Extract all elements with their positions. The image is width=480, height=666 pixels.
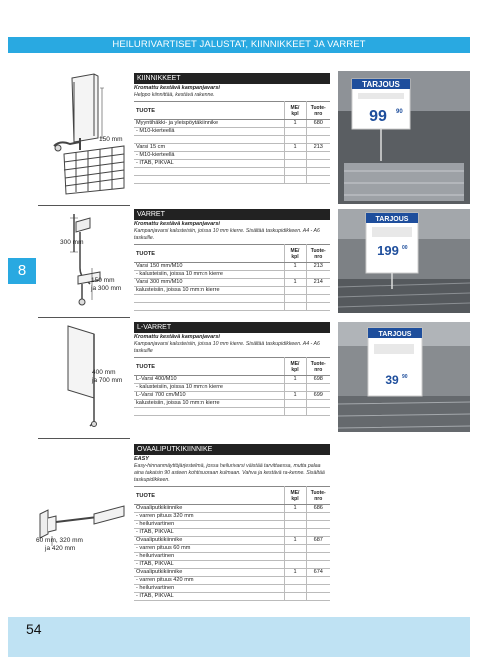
cell-product: - varren pituus 420 mm [134,577,284,585]
table-row [134,561,330,569]
cell-unit [284,384,306,392]
table-row [134,136,330,144]
cell-product-number [306,287,330,295]
sign-brand-text: TARJOUS [362,80,400,89]
sign-brand-text: TARJOUS [375,216,409,223]
cell-product-number: 687 [306,537,330,545]
cell-unit: 1 [284,279,306,287]
section-divider [38,317,130,318]
cell-unit: 1 [284,376,306,384]
cell-unit [284,128,306,136]
section-description: Kampanjavarsi kalusteisiin, joissa 10 mm kierre. Sisältää taskupidikkeen. A4 - A6 taskuille [134,341,320,354]
product-photo [338,71,470,204]
cell-product-number [306,303,330,311]
cell-product-number: 698 [306,376,330,384]
cell-product: Ovaaliputkikiinnike [134,537,284,545]
dimension-label: ja 300 mm [91,285,122,292]
cell-product: - heilurivartinen [134,585,284,593]
dimension-label: ja 420 mm [45,545,76,552]
cell-product: Varsi 300 mm/M10 [134,279,284,287]
cell-product [134,168,284,176]
cell-product [134,176,284,184]
cell-product: - kalusteisiin, joissa 10 mm:n kierre [134,271,284,279]
dimension-label: 400 mm [92,369,116,376]
sign-cents-text: 90 [402,374,408,380]
dimension-label: ja 700 mm [92,377,123,384]
column-header-unit: ME/ kpl [284,245,306,263]
section-subtitle: Kromattu kestävä kampanjavarsi [134,221,220,227]
cell-product-number [306,168,330,176]
product-photo [338,209,470,313]
table-row [134,176,330,184]
cell-product-number [306,160,330,168]
table-row [134,263,330,271]
cell-unit: 1 [284,392,306,400]
cell-unit: 1 [284,505,306,513]
table-row [134,545,330,553]
cell-unit [284,136,306,144]
cell-unit [284,303,306,311]
table-row [134,392,330,400]
table-row [134,553,330,561]
cell-unit [284,152,306,160]
section-divider [38,205,130,206]
cell-unit [284,577,306,585]
cell-product-number [306,529,330,537]
sign-price-text: 99 [369,108,387,125]
cell-unit: 1 [284,120,306,128]
table-row [134,400,330,408]
table-row [134,585,330,593]
table-row [134,287,330,295]
section-divider [38,438,130,439]
rod-illustration [60,212,130,312]
cell-product-number: 214 [306,279,330,287]
cell-unit [284,408,306,416]
cell-product: Myyntihäkki- ja yleispöytäkiinnike [134,120,284,128]
cell-product: - heilurivartinen [134,553,284,561]
chapter-tab: 8 [8,258,36,284]
cell-product: - M10-kierteellä [134,128,284,136]
section-title: KIINNIKKEET [134,73,330,84]
table-row [134,384,330,392]
cell-unit [284,561,306,569]
cell-product-number [306,271,330,279]
cell-unit [284,160,306,168]
column-header-unit: ME/ kpl [284,487,306,505]
cell-product: - heilurivartinen [134,521,284,529]
dimension-label: 150 mm [91,277,115,284]
cell-unit: 1 [284,569,306,577]
section-subtitle: Kromattu kestävä kampanjavarsi [134,334,220,340]
column-header-product: TUOTE [134,358,284,376]
cell-product-number [306,408,330,416]
section-subtitle: EASY [134,456,149,462]
cell-product-number: 680 [306,120,330,128]
cell-product-number [306,553,330,561]
cell-product: Varsi 150 mm/M10 [134,263,284,271]
column-header-number: Tuote- nro [306,487,330,505]
column-header-product: TUOTE [134,245,284,263]
cell-product: - kalusteisiin, joissa 10 mm:n kierre [134,384,284,392]
bracket-illustration [44,70,134,200]
cell-unit: 1 [284,144,306,152]
product-photo [338,322,470,432]
table-row [134,521,330,529]
cell-product-number [306,521,330,529]
cell-product: - varren pituus 320 mm [134,513,284,521]
column-header-unit: ME/ kpl [284,358,306,376]
cell-product: - ITAB, PIKVAL [134,593,284,601]
section-title: VARRET [134,209,330,220]
section-title: L-VARRET [134,322,330,333]
sign-price-text: 39 [385,373,399,387]
dimension-label: 300 mm [60,239,84,246]
section-description: Easy-hinnanmäyttöjärjestelmä, jossa heilurivarsi väistää tarvittaessa, mutta palaa aina takaisin 90 asteen kohtisuoraan kulmaan. Vahva ja kestävä ra-kenne. Sisältää taskupidikkeen. [134,463,325,483]
section-varret [134,209,330,311]
cell-product [134,303,284,311]
cell-unit [284,295,306,303]
product-table [134,357,330,416]
product-table [134,101,330,184]
product-table [134,244,330,311]
cell-product: Varsi 15 cm [134,144,284,152]
sign-cents-text: 00 [402,245,408,251]
cell-product-number: 699 [306,392,330,400]
section-description: Helppo kiinnittää, kestävä rakenne. [134,92,215,98]
table-row [134,279,330,287]
section-subtitle: Kromattu kestävä kampanjavarsi [134,85,220,91]
footer-bar [8,617,470,657]
cell-unit: 1 [284,537,306,545]
cell-unit: 1 [284,263,306,271]
table-row [134,168,330,176]
table-row [134,271,330,279]
column-header-product: TUOTE [134,102,284,120]
cell-product: - varren pituus 60 mm [134,545,284,553]
cell-unit [284,545,306,553]
section-ovaaliputkikiinnike [134,444,330,601]
dimension-label: 150 mm [99,136,123,143]
column-header-number: Tuote- nro [306,102,330,120]
cell-unit [284,287,306,295]
table-row [134,152,330,160]
sign-brand-text: TARJOUS [378,331,412,338]
cell-product-number [306,128,330,136]
cell-unit [284,168,306,176]
section-title: OVAALIPUTKIKIINNIKE [134,444,330,455]
cell-unit [284,593,306,601]
cell-product [134,136,284,144]
cell-product-number [306,577,330,585]
cell-product-number [306,593,330,601]
cell-product-number [306,513,330,521]
cell-product [134,408,284,416]
page-number: 54 [26,621,42,637]
cell-product-number [306,384,330,392]
cell-product: kalusteisiin, joissa 10 mm:n kierre [134,400,284,408]
cell-product: L-Varsi 400/M10 [134,376,284,384]
column-header-unit: ME/ kpl [284,102,306,120]
cell-unit [284,271,306,279]
cell-product-number: 674 [306,569,330,577]
table-row [134,408,330,416]
table-row [134,303,330,311]
table-row [134,577,330,585]
cell-product-number [306,545,330,553]
table-row [134,569,330,577]
cell-product-number: 213 [306,263,330,271]
table-row [134,513,330,521]
page-title: HEILURIVARTISET JALUSTAT, KIINNIKKEET JA VARRET [8,37,470,53]
table-row [134,128,330,136]
cell-product [134,295,284,303]
cell-unit [284,529,306,537]
cell-product: - M10-kierteellä [134,152,284,160]
table-row [134,160,330,168]
section-l-varret [134,322,330,416]
section-description: Kampanjavarsi kalusteisiin, joissa 10 mm kierre. Sisältää taskupidikkeen. A4 - A6 taskuille. [134,228,320,241]
cell-product: L-Varsi 700 cm/M10 [134,392,284,400]
section-kiinnikkeet [134,73,330,184]
cell-unit [284,513,306,521]
table-row [134,120,330,128]
table-row [134,537,330,545]
column-header-product: TUOTE [134,487,284,505]
cell-product-number [306,561,330,569]
cell-product: - ITAB, PIKVAL [134,160,284,168]
cell-product: - ITAB, PIKVAL [134,529,284,537]
table-row [134,376,330,384]
cell-product-number [306,295,330,303]
table-row [134,144,330,152]
dimension-label: 60 mm, 320 mm [36,537,83,544]
column-header-number: Tuote- nro [306,245,330,263]
cell-product-number: 686 [306,505,330,513]
cell-unit [284,176,306,184]
cell-product-number [306,152,330,160]
column-header-number: Tuote- nro [306,358,330,376]
sign-price-text: 199 [377,243,399,258]
product-table [134,486,330,601]
cell-unit [284,553,306,561]
cell-unit [284,400,306,408]
cell-unit [284,521,306,529]
cell-product-number: 213 [306,144,330,152]
cell-product: Ovaaliputkikiinnike [134,569,284,577]
table-row [134,295,330,303]
cell-product: - ITAB, PIKVAL [134,561,284,569]
cell-product: Ovaaliputkikiinnike [134,505,284,513]
cell-product-number [306,176,330,184]
table-row [134,505,330,513]
table-row [134,593,330,601]
cell-product-number [306,400,330,408]
cell-product-number [306,585,330,593]
cell-unit [284,585,306,593]
cell-product-number [306,136,330,144]
sign-cents-text: 90 [396,109,403,115]
table-row [134,529,330,537]
cell-product: kalusteisiin, joissa 10 mm:n kierre [134,287,284,295]
